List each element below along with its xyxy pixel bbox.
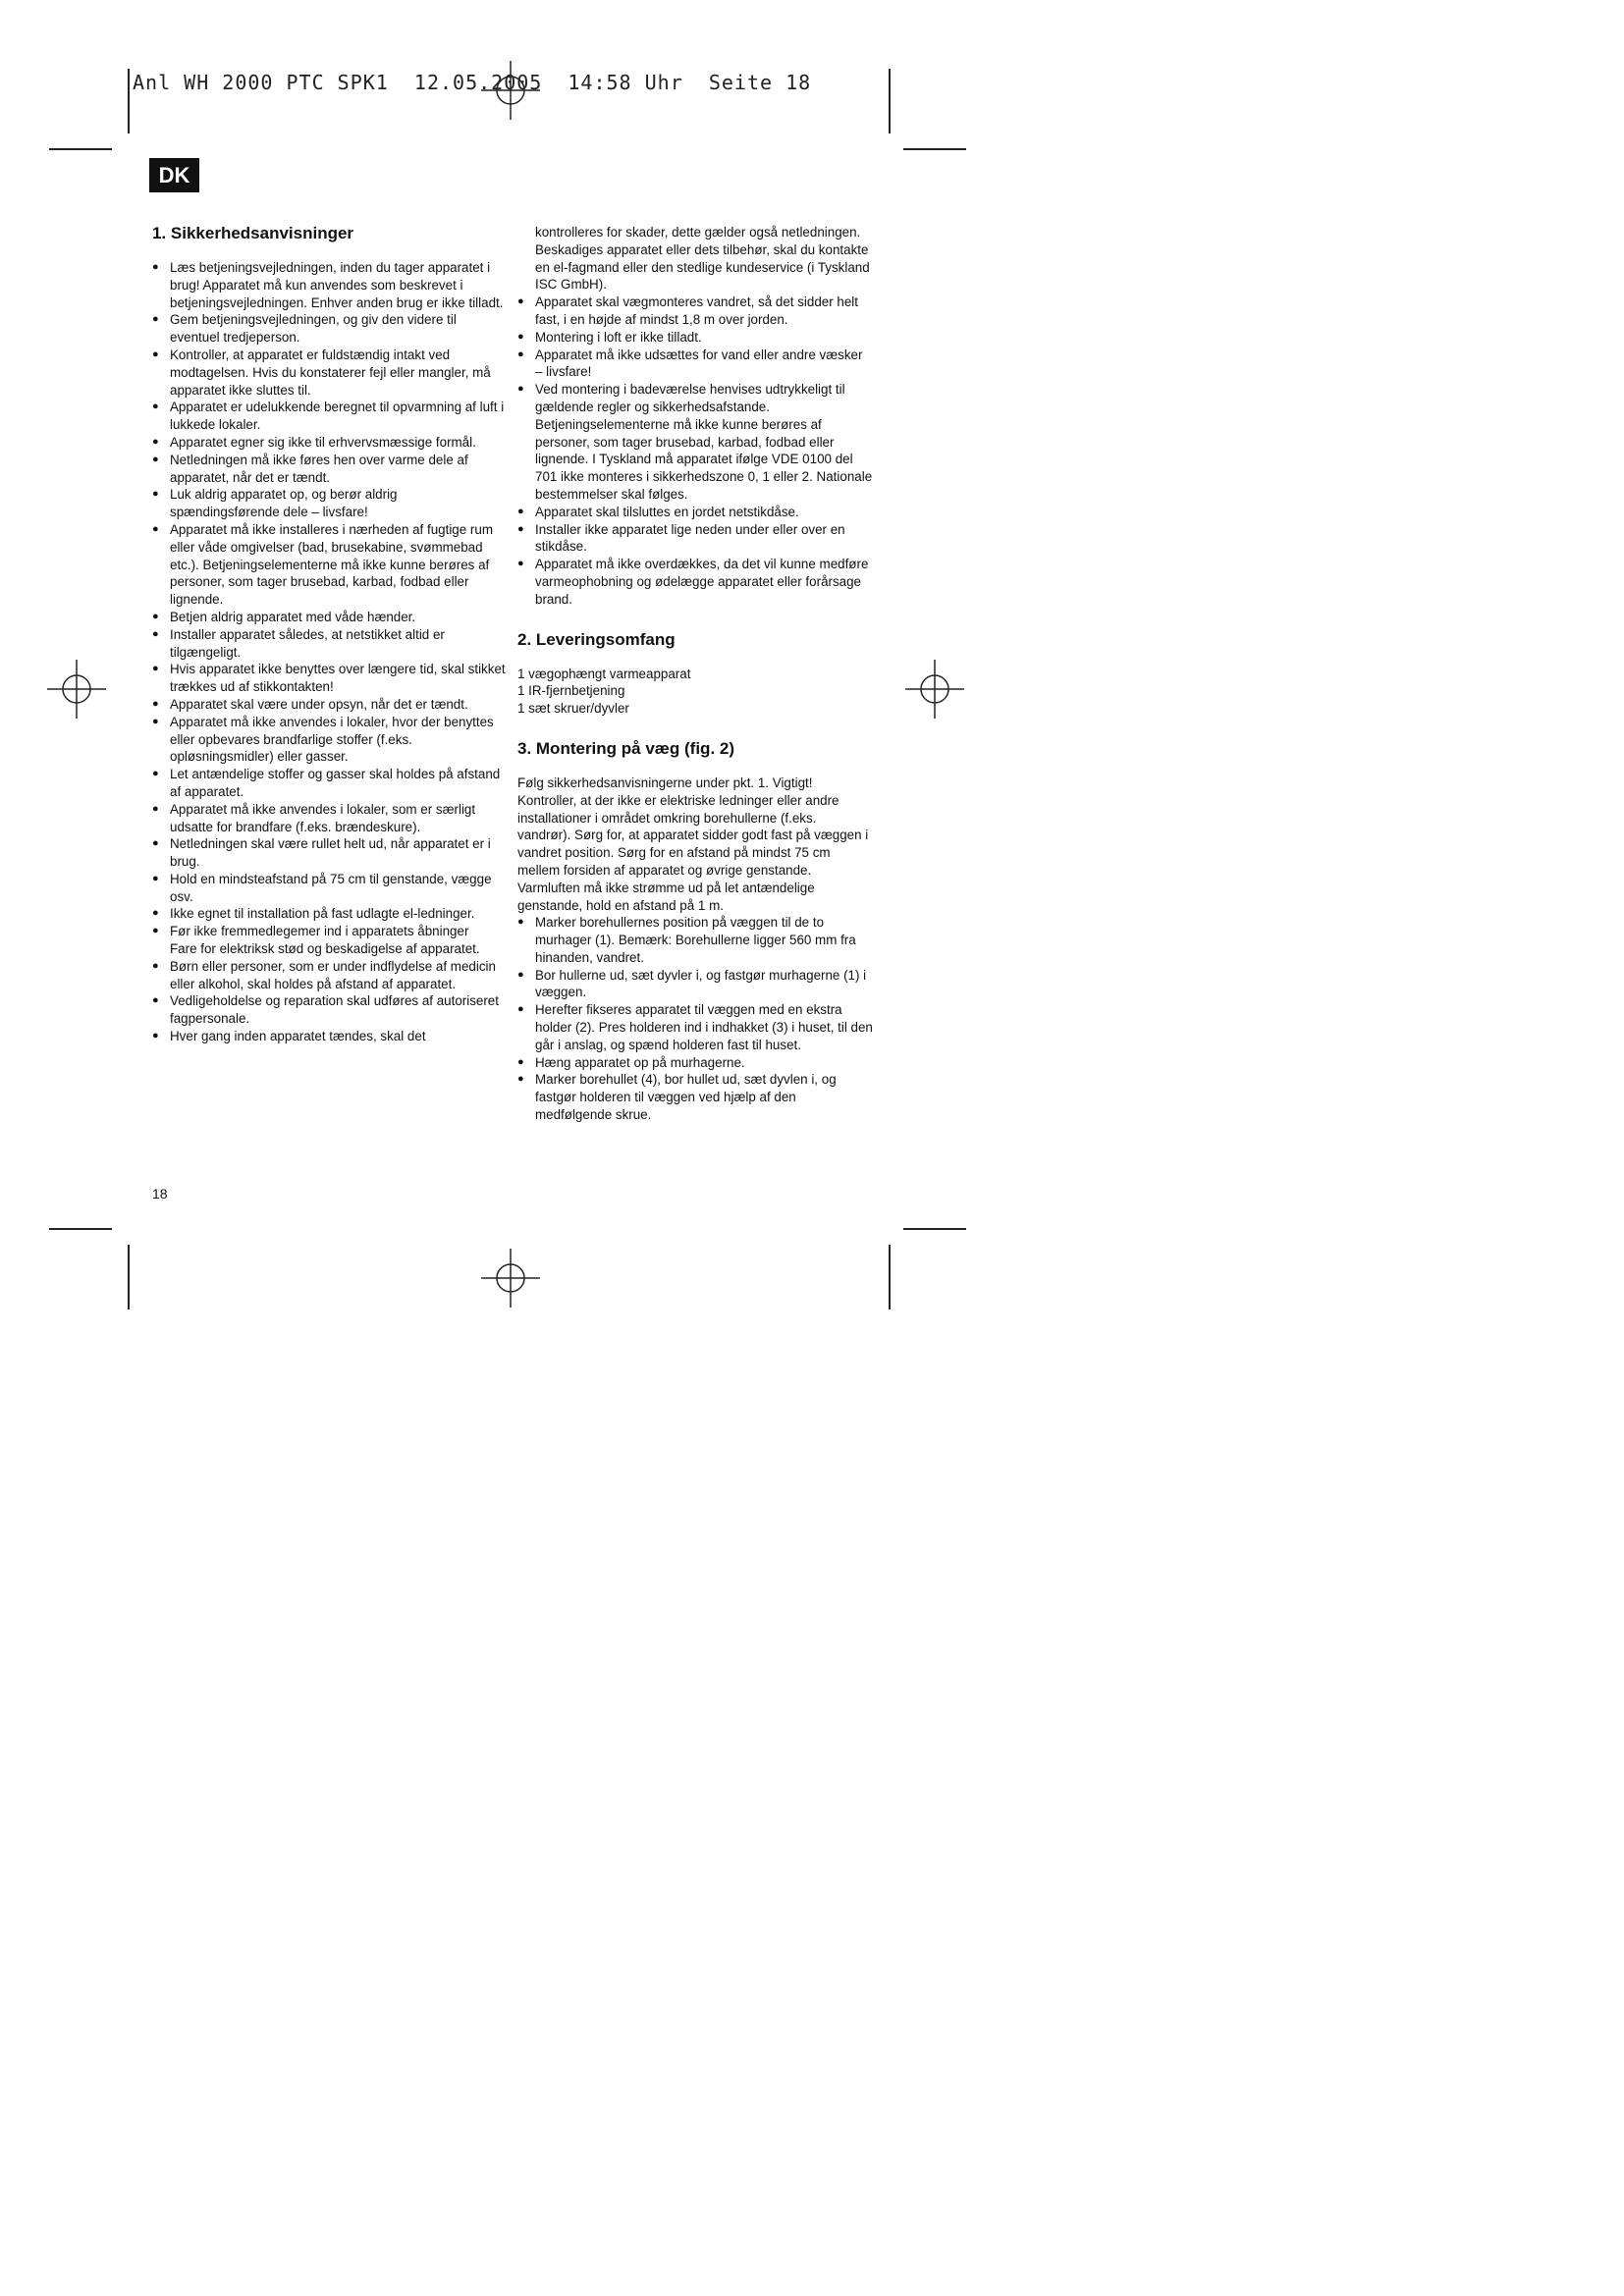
list-item: ● Installer ikke apparatet lige neden under eller over en stikdåse. <box>517 521 873 557</box>
list-item: ● Læs betjeningsvejledningen, inden du tager apparatet i brug! Apparatet må kun anvendes som beskrevet i betjeningsvejledningen. Enhver anden brug er ikke tilladt. <box>152 259 508 311</box>
list-item: ● Apparatet skal vægmonteres vandret, så det sidder helt fast, i en højde af mindst 1,8 m over jorden. <box>517 294 873 329</box>
trim-mark <box>49 1228 112 1230</box>
trim-mark <box>889 69 891 133</box>
list-item-subtext: Fare for elektriksk stød og beskadigelse af apparatet. <box>170 941 480 957</box>
list-item: ● Netledningen må ikke føres hen over varme dele af apparatet, når det er tændt. <box>152 452 508 487</box>
list-item: ● Betjen aldrig apparatet med våde hænder. <box>152 609 508 626</box>
list-item: ● Apparatet må ikke installeres i nærheden af fugtige rum eller våde omgivelser (bad, brusekabine, svømmebad etc.). Betjeningselementerne må ikke kunne berøres af personer, som tager brusebad, karbad, fodbad eller lignende. <box>152 521 508 609</box>
registration-mark-icon <box>481 1249 540 1308</box>
section-heading-delivery: 2. Leveringsomfang <box>517 629 676 649</box>
section-heading-mounting: 3. Montering på væg (fig. 2) <box>517 738 735 758</box>
list-item: ● Gem betjeningsvejledningen, og giv den videre til eventuel tredjeperson. <box>152 311 508 347</box>
delivery-line: 1 sæt skruer/dyvler <box>517 701 629 717</box>
list-item: ● Hæng apparatet op på murhagerne. <box>517 1054 873 1072</box>
list-item: ● Hvis apparatet ikke benyttes over længere tid, skal stikket trækkes ud af stikkontakten! <box>152 661 508 696</box>
list-item: ● Apparatet egner sig ikke til erhvervsmæssige formål. <box>152 434 508 452</box>
page-number: 18 <box>152 1186 168 1201</box>
list-item: ● Børn eller personer, som er under indflydelse af medicin eller alkohol, skal holdes på afstand af apparatet. <box>152 958 508 993</box>
language-badge: DK <box>149 158 199 192</box>
mounting-intro: Følg sikkerhedsanvisningerne under pkt. 1. Vigtigt! Kontroller, at der ikke er elektriske ledninger eller andre installationer i området omkring borehullerne (f.eks. vandrør). Sørg for, at apparatet sidder godt fast på væggen i vandret position. Sørg for en afstand på mindst 75 cm mellem forsiden af apparatet og øvrige genstande. <box>517 774 869 878</box>
list-item-text: Før ikke fremmedlegemer ind i apparatets åbninger <box>170 924 469 939</box>
list-item: ● Hver gang inden apparatet tændes, skal det <box>152 1028 508 1045</box>
list-item: ● Ved montering i badeværelse henvises udtrykkeligt til gældende regler og sikkerhedsafstande. Betjeningselementerne må ikke kunne berøres af personer, som tager brusebad, karbad, fodbad eller lignende. I Tyskland må apparatet ifølge VDE 0100 del 701 ikke monteres i sikkerhedszone 0, 1 eller 2. Nationale bestemmelser skal følges. <box>517 381 873 504</box>
list-item: ● Apparatet må ikke overdækkes, da det vil kunne medføre varmeophobning og ødelægge apparatet eller forårsage brand. <box>517 556 873 608</box>
list-item: ● Apparatet skal tilsluttes en jordet netstikdåse. <box>517 504 873 521</box>
trim-mark <box>889 1245 891 1309</box>
list-item: ● Netledningen skal være rullet helt ud, når apparatet er i brug. <box>152 835 508 871</box>
registration-mark-icon <box>47 660 106 719</box>
list-item: ● Apparatet skal være under opsyn, når det er tændt. <box>152 696 508 714</box>
list-item: ● Apparatet er udelukkende beregnet til opvarmning af luft i lukkede lokaler. <box>152 399 508 434</box>
list-item: ● Hold en mindsteafstand på 75 cm til genstande, vægge osv. <box>152 871 508 906</box>
trim-mark <box>128 69 130 133</box>
list-item: ● Apparatet må ikke anvendes i lokaler, hvor der benyttes eller opbevares brandfarlige stoffer (f.eks. opløsningsmidler) eller gasser. <box>152 714 508 766</box>
list-item: ● Marker borehullernes position på væggen til de to murhager (1). Bemærk: Borehullerne ligger 560 mm fra hinanden, vandret. <box>517 914 873 966</box>
mounting-note: Varmluften må ikke strømme ud på let antændelige genstande, hold en afstand på 1 m. <box>517 880 815 913</box>
trim-mark <box>128 1245 130 1309</box>
list-item <box>152 923 508 958</box>
safety-list-continued <box>517 294 873 608</box>
trim-mark <box>903 1228 966 1230</box>
print-slug: Anl WH 2000 PTC SPK1 12.05.2005 14:58 Uhr Seite 18 <box>133 71 812 94</box>
list-item: ● Luk aldrig apparatet op, og berør aldrig spændingsførende dele – livsfare! <box>152 486 508 521</box>
delivery-line: 1 vægophængt varmeapparat <box>517 666 691 681</box>
mounting-list <box>517 914 873 1124</box>
list-item: ● Bor hullerne ud, sæt dyvler i, og fastgør murhagerne (1) i væggen. <box>517 967 873 1002</box>
list-item: ● Ikke egnet til installation på fast udlagte el-ledninger. <box>152 905 508 923</box>
list-item: ● Apparatet må ikke udsættes for vand eller andre væsker – livsfare! <box>517 347 873 382</box>
list-item: ● Montering i loft er ikke tilladt. <box>517 329 873 347</box>
list-item: ● Herefter fikseres apparatet til væggen med en ekstra holder (2). Pres holderen ind i indhakket (3) i huset, til den går i anslag, og spænd holderen fast til huset. <box>517 1001 873 1053</box>
list-item: ● Let antændelige stoffer og gasser skal holdes på afstand af apparatet. <box>152 766 508 801</box>
list-item: ● Kontroller, at apparatet er fuldstændig intakt ved modtagelsen. Hvis du konstaterer fejl eller mangler, må apparatet ikke sluttes til. <box>152 347 508 399</box>
list-item: ● Installer apparatet således, at netstikket altid er tilgængeligt. <box>152 626 508 662</box>
registration-mark-icon <box>905 660 964 719</box>
safety-list <box>152 259 508 1045</box>
delivery-line: 1 IR-fjernbetjening <box>517 683 625 699</box>
left-column <box>152 224 508 1045</box>
registration-mark-icon <box>481 61 540 120</box>
list-item: ● Vedligeholdelse og reparation skal udføres af autoriseret fagpersonale. <box>152 992 508 1028</box>
continuation-text: kontrolleres for skader, dette gælder også netledningen. Beskadiges apparatet eller dets tilbehør, skal du kontakte en el-fagmand eller den stedlige kundeservice (i Tyskland ISC GmbH). <box>535 225 870 293</box>
section-heading-safety: 1. Sikkerhedsanvisninger <box>152 224 354 242</box>
trim-mark <box>49 148 112 150</box>
list-item: ● Marker borehullet (4), bor hullet ud, sæt dyvlen i, og fastgør holderen til væggen ved hjælp af den medfølgende skrue. <box>517 1071 873 1123</box>
right-column <box>517 224 873 1124</box>
list-item: ● Apparatet må ikke anvendes i lokaler, som er særligt udsatte for brandfare (f.eks. brændeskure). <box>152 801 508 836</box>
trim-mark <box>903 148 966 150</box>
